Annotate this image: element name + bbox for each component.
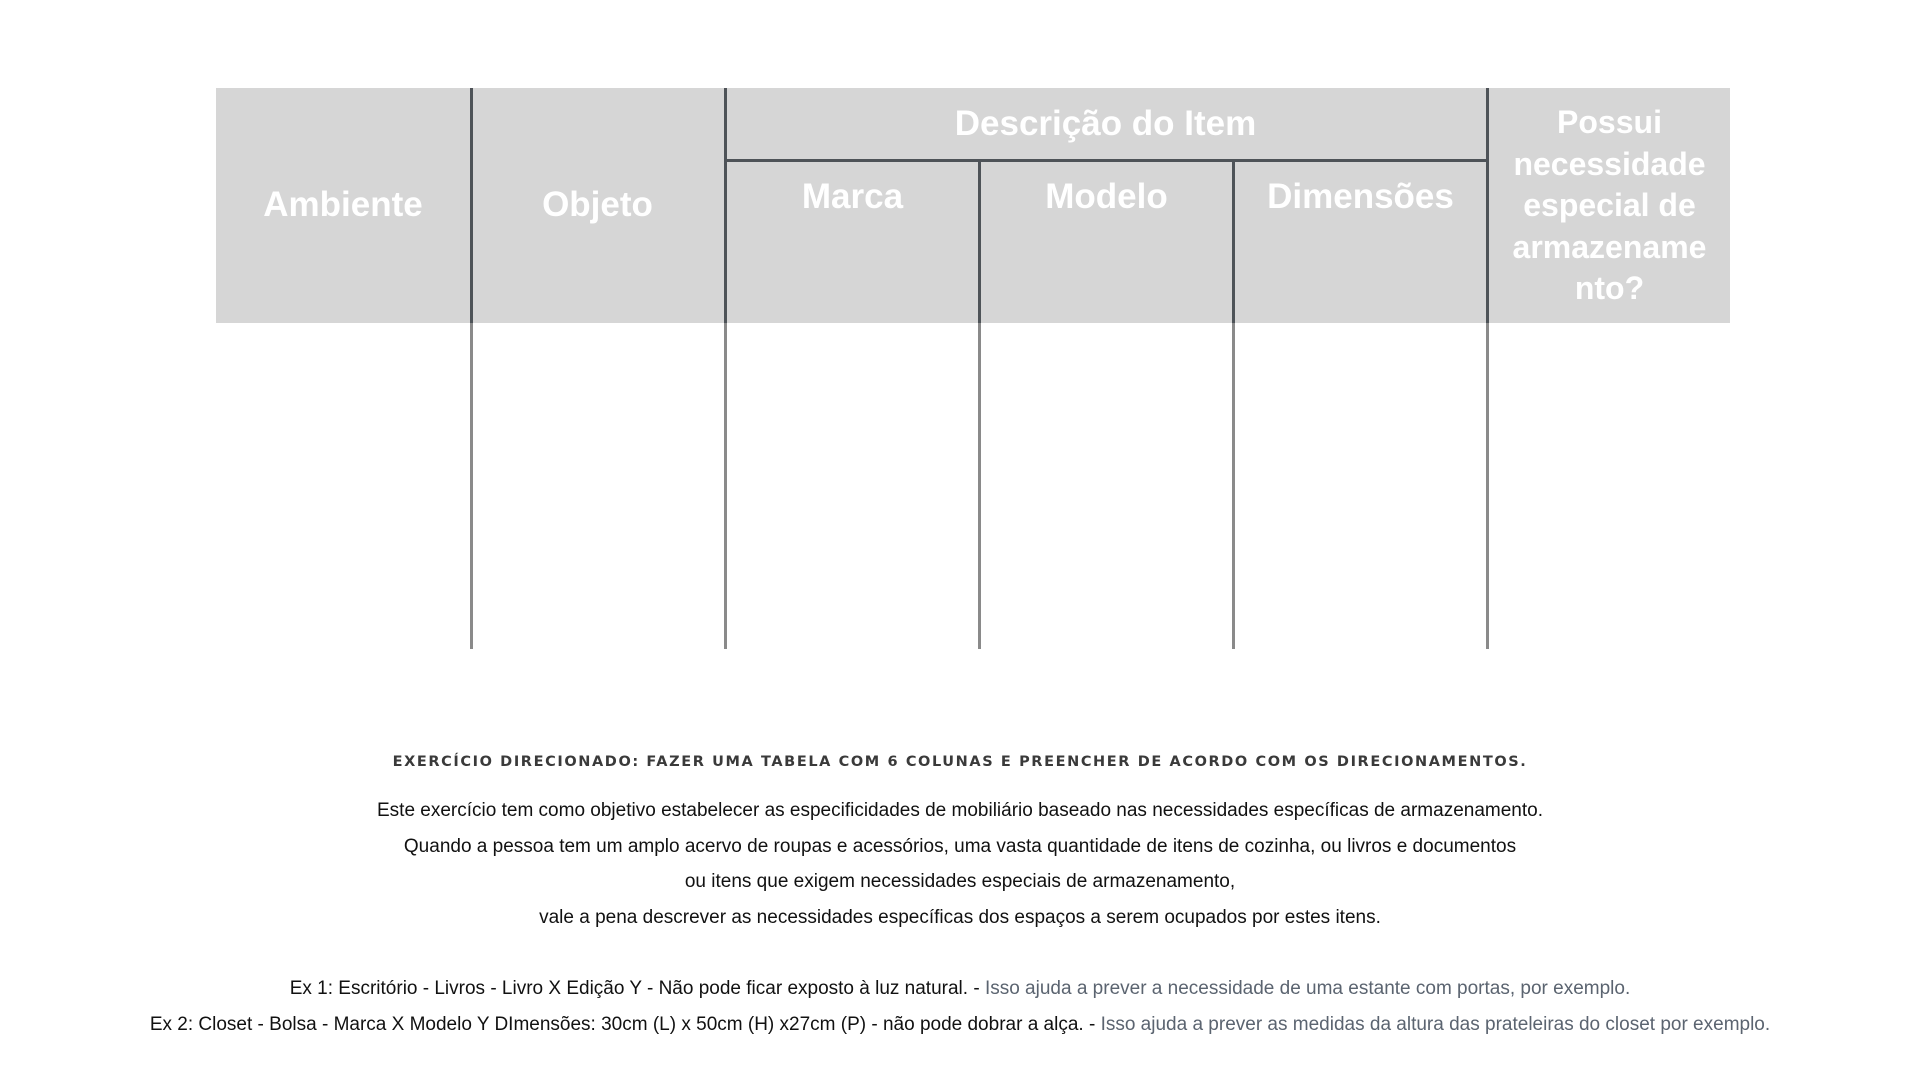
header-dimensoes: Dimensões	[1267, 176, 1454, 216]
column-divider	[978, 160, 981, 323]
example-text: Ex 2: Closet - Bolsa - Marca X Modelo Y DImensões: 30cm (L) x 50cm (H) x27cm (P) - não pode dobrar a alça. -	[149, 1014, 1101, 1035]
column-divider	[470, 323, 473, 649]
column-divider	[724, 323, 727, 649]
column-divider	[724, 88, 727, 323]
header-last-line: nto?	[1574, 270, 1645, 307]
group-header-rule	[726, 159, 1488, 162]
column-divider	[470, 88, 473, 323]
header-last-line: armazename	[1512, 228, 1707, 265]
column-divider	[1232, 323, 1235, 649]
description-line: Este exercício tem como objetivo estabelecer as especificidades de mobiliário baseado nas necessidades específicas de armazenamento.	[377, 800, 1543, 821]
header-last-line: especial de	[1523, 187, 1696, 224]
description-line: Quando a pessoa tem um amplo acervo de roupas e acessórios, uma vasta quantidade de itens de cozinha, ou livros e documentos	[403, 836, 1517, 857]
header-last-line: necessidade	[1513, 145, 1706, 182]
example-text: Ex 1: Escritório - Livros - Livro X Edição Y - Não pode ficar exposto à luz natural. -	[289, 978, 985, 999]
header-necessidade-especial	[1489, 92, 1730, 320]
column-divider	[1232, 160, 1235, 323]
description-line: ou itens que exigem necessidades especiais de armazenamento,	[684, 871, 1236, 892]
column-divider	[978, 323, 981, 649]
header-marca: Marca	[801, 176, 904, 216]
header-modelo: Modelo	[1045, 176, 1168, 216]
header-descricao-do-item: Descrição do Item	[954, 103, 1257, 143]
description-line: vale a pena descrever as necessidades específicas dos espaços a serem ocupados por estes itens.	[539, 907, 1381, 928]
example-2	[0, 1014, 1920, 1036]
header-objeto: Objeto	[542, 185, 653, 225]
column-divider	[1486, 323, 1489, 649]
example-1	[0, 978, 1920, 1000]
example-hint: Isso ajuda a prever a necessidade de uma estante com portas, por exemplo.	[984, 978, 1631, 999]
exercise-title: EXERCÍCIO DIRECIONADO: FAZER UMA TABELA COM 6 COLUNAS E PREENCHER DE ACORDO COM OS DIRECIONAMENTOS.	[392, 754, 1528, 770]
example-hint: Isso ajuda a prever as medidas da altura das prateleiras do closet por exemplo.	[1100, 1014, 1771, 1035]
header-last-line: Possui	[1557, 104, 1662, 141]
header-ambiente: Ambiente	[263, 185, 423, 225]
column-divider	[1486, 88, 1489, 323]
